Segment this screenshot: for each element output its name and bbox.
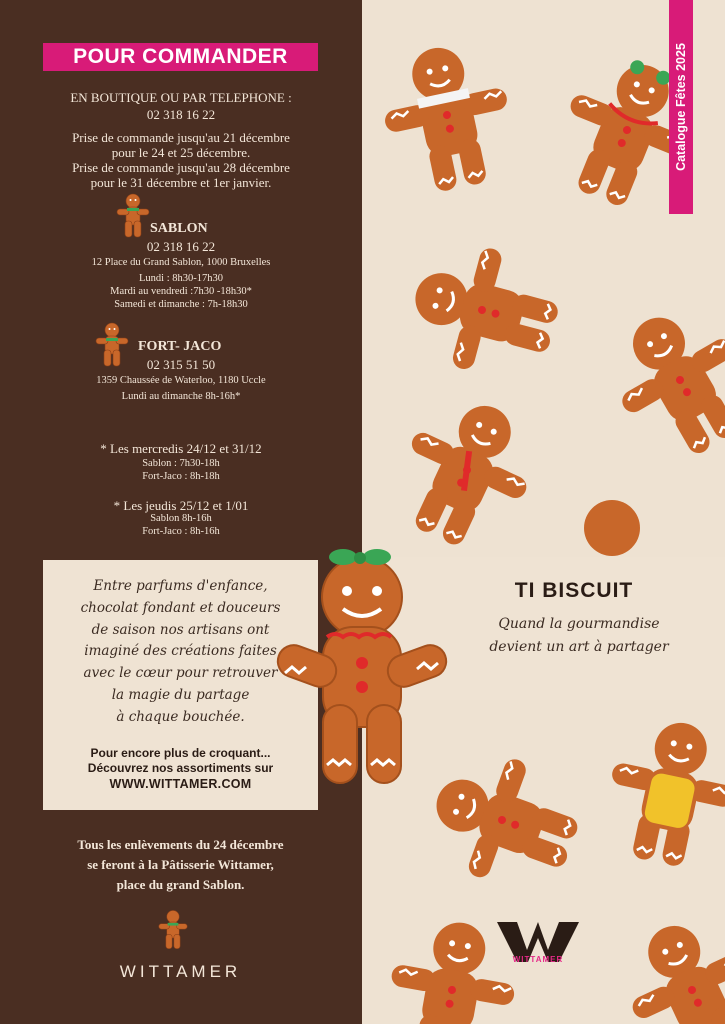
quote-line: avec le cœur pour retrouver xyxy=(83,665,278,682)
quote-line: Entre parfums d'enfance, xyxy=(93,578,268,594)
hours-line: Mardi au vendredi :7h30 -18h30* xyxy=(110,286,252,297)
shop-hours-fort-jaco: Lundi au dimanche 8h-16h* xyxy=(121,391,241,402)
special-thursday-title: * Les jeudis 25/12 et 1/01 xyxy=(113,498,249,513)
deadline-2a: Prise de commande jusqu'au 28 décembre xyxy=(72,160,290,175)
catalog-tab xyxy=(669,0,693,214)
order-phone: 02 318 16 22 xyxy=(146,107,216,122)
shop-phone-sablon: 02 318 16 22 xyxy=(146,239,216,254)
crunch-text xyxy=(53,746,308,792)
brand-name: WITTAMER xyxy=(119,962,242,981)
wittamer-logo-label: WITTAMER xyxy=(512,955,564,964)
crunch-line: Pour encore plus de croquant... xyxy=(90,746,271,760)
order-channel xyxy=(20,90,342,122)
shop-name-sablon: SABLON xyxy=(150,221,208,236)
shop-address-sablon: 12 Place du Grand Sablon, 1000 Bruxelles xyxy=(91,257,271,268)
shop-hours-sablon xyxy=(20,272,342,311)
pickup-line: se feront à la Pâtisserie Wittamer, xyxy=(87,857,274,872)
banner-sub-line: devient un art à partager xyxy=(489,639,669,655)
hours-line: Lundi : 8h30-17h30 xyxy=(139,273,223,284)
website-link[interactable]: WWW.WITTAMER.COM xyxy=(109,777,252,791)
hours-line: Samedi et dimanche : 7h-18h30 xyxy=(114,299,248,310)
gingerbread-logo-icon xyxy=(157,908,189,952)
banner-sub-line: Quand la gourmandise xyxy=(498,616,660,632)
hours-line: Fort-Jaco : 8h-18h xyxy=(142,471,220,482)
gingerbread-icon xyxy=(115,193,151,239)
special-wednesday-title: * Les mercredis 24/12 et 31/12 xyxy=(100,441,262,456)
wittamer-w-logo-icon xyxy=(495,918,581,978)
order-title: POUR COMMANDER xyxy=(43,43,318,71)
order-channel-text: EN BOUTIQUE OU PAR TELEPHONE : xyxy=(70,90,292,105)
quote-line: imaginé des créations faites xyxy=(84,643,277,660)
hours-line: Fort-Jaco : 8h-16h xyxy=(142,526,220,537)
pickup-notice xyxy=(43,835,318,895)
shop-address-fort-jaco: 1359 Chaussée de Waterloo, 1180 Uccle xyxy=(96,375,266,386)
pickup-line: Tous les enlèvements du 24 décembre xyxy=(77,837,284,852)
catalog-label: Catalogue Fêtes 2025 xyxy=(674,43,688,171)
quote-line: la magie du partage xyxy=(111,686,250,703)
shop-name-fort-jaco: FORT- JACO xyxy=(138,339,222,354)
quote-line: de saison nos artisans ont xyxy=(91,621,270,638)
big-gingerbread-cookie xyxy=(271,545,453,790)
banner-title: TI BISCUIT xyxy=(514,579,634,602)
special-thursday-hours xyxy=(20,512,342,538)
quote-text xyxy=(53,576,308,729)
left-panel xyxy=(0,0,362,1024)
quote-line: à chaque bouchée. xyxy=(116,708,245,725)
deadline-1b: pour le 24 et 25 décembre. xyxy=(111,145,251,160)
deadline-1a: Prise de commande jusqu'au 21 décembre xyxy=(72,130,290,145)
pickup-line: place du grand Sablon. xyxy=(116,877,245,892)
hours-line: Sablon 8h-16h xyxy=(150,513,212,524)
special-wednesday-hours xyxy=(20,457,342,483)
order-deadlines xyxy=(20,130,342,190)
banner-subtitle xyxy=(434,613,724,659)
hours-line: Sablon : 7h30-18h xyxy=(142,458,220,469)
crunch-line: Découvrez nos assortiments sur xyxy=(87,761,274,775)
shop-phone-fort-jaco: 02 315 51 50 xyxy=(146,357,216,372)
quote-line: chocolat fondant et douceurs xyxy=(80,599,281,616)
deadline-2b: pour le 31 décembre et 1er janvier. xyxy=(90,175,272,190)
